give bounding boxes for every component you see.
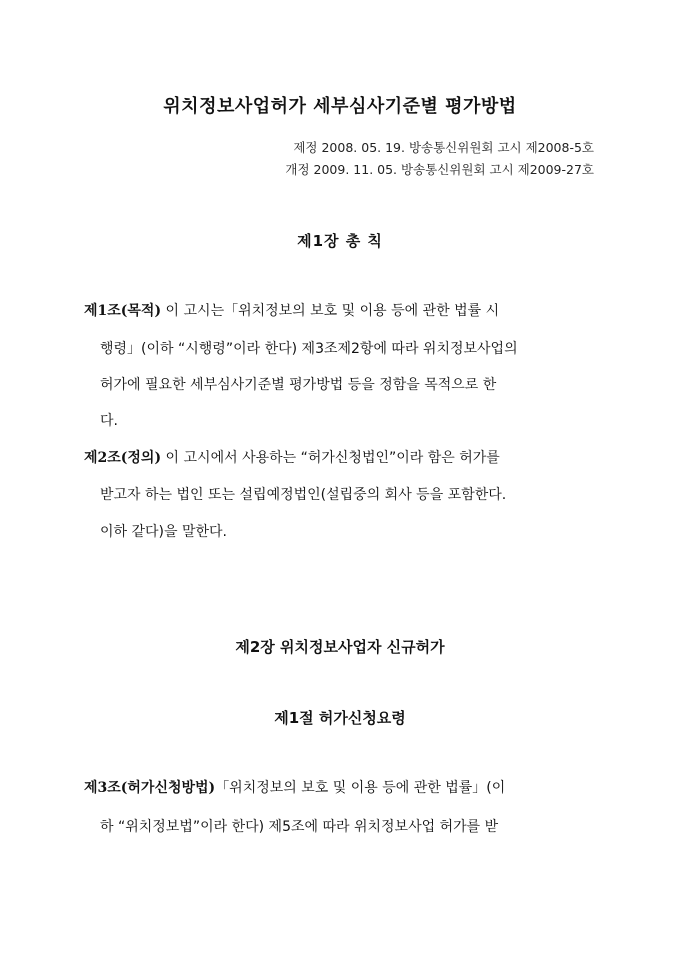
article-1-line-3: 허가에 필요한 세부심사기준별 평가방법 등을 정함을 목적으로 한 <box>100 377 497 393</box>
article-1-label: 제1조(목적) <box>84 303 162 319</box>
article-2-label: 제2조(정의) <box>84 450 162 466</box>
article-2-text: 이 고시에서 사용하는 “허가신청법인”이라 함은 허가를 <box>161 450 500 466</box>
article-2-line-2: 받고자 하는 법인 또는 설립예정법인(설립중의 회사 등을 포함한다. <box>100 487 507 503</box>
article-1-line-1 <box>84 302 499 320</box>
article-3-text: 「위치정보의 보호 및 이용 등에 관한 법률」(이 <box>215 780 506 796</box>
article-2-line-1 <box>84 449 500 467</box>
article-1-text: 이 고시는「위치정보의 보호 및 이용 등에 관한 법률 시 <box>161 303 500 319</box>
article-3-line-1 <box>84 779 505 797</box>
article-1-line-4: 다. <box>100 413 118 429</box>
article-1-line-2: 행령」(이하 “시행령”이라 한다) 제3조제2항에 따라 위치정보사업의 <box>100 341 518 357</box>
document-title: 위치정보사업허가 세부심사기준별 평가방법 <box>163 96 517 117</box>
article-2-line-3: 이하 같다)을 말한다. <box>100 524 228 540</box>
enactment-note: 제정 2008. 05. 19. 방송통신위원회 고시 제2008-5호 <box>293 140 594 155</box>
chapter-1-heading: 제1장 총 칙 <box>297 232 383 250</box>
article-3-label: 제3조(허가신청방법) <box>84 780 216 796</box>
section-1-heading: 제1절 허가신청요령 <box>274 709 406 727</box>
chapter-2-heading: 제2장 위치정보사업자 신규허가 <box>235 638 445 656</box>
amendment-note: 개정 2009. 11. 05. 방송통신위원회 고시 제2009-27호 <box>285 162 594 177</box>
article-3-line-2: 하 “위치정보법”이라 한다) 제5조에 따라 위치정보사업 허가를 받 <box>100 819 499 835</box>
